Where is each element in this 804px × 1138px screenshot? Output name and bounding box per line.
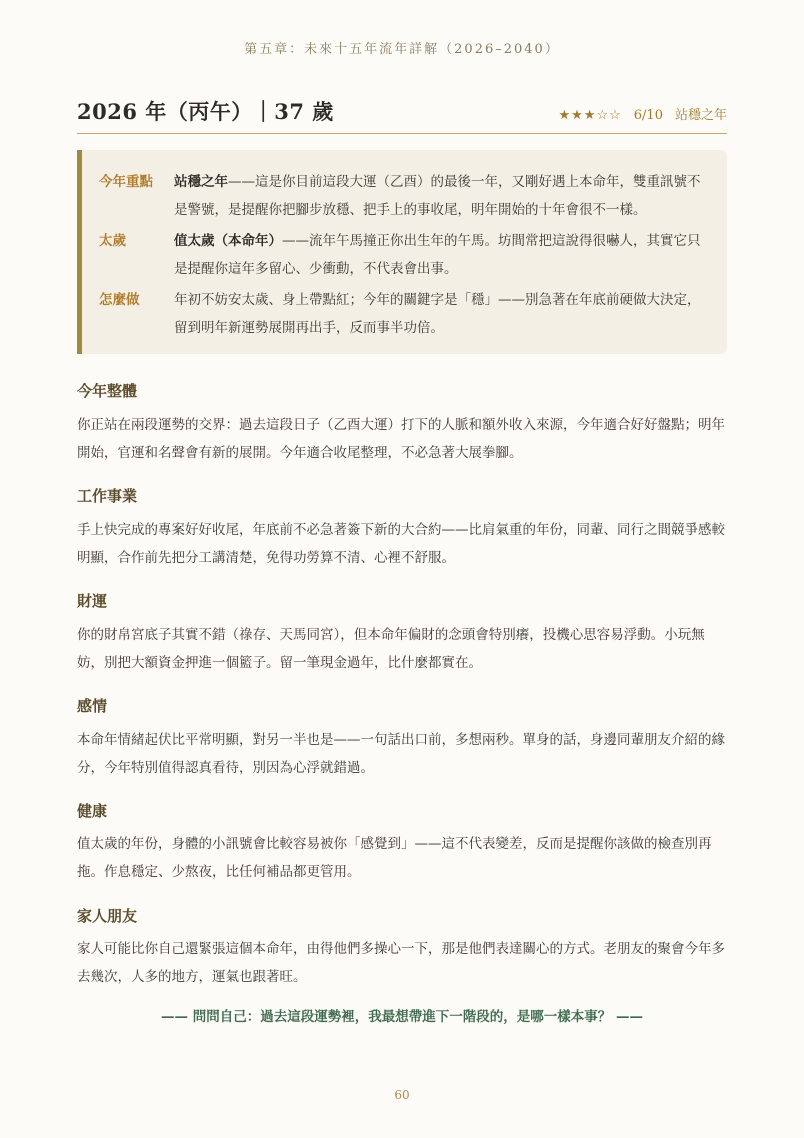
section-body-health: 值太歲的年份，身體的小訊號會比較容易被你「感覺到」——這不代表變差，反而是提醒你該做的檢查別再拖。作息穩定、少熬夜，比任何補品都更管用。 xyxy=(77,836,712,880)
section-body-wealth: 你的財帛宮底子其實不錯（祿存、天馬同宮），但本命年偏財的念頭會特別癢，投機心思容易浮動。小玩無妨，別把大額資金押進一個籃子。留一筆現金過年，比什麼都實在。 xyxy=(77,627,705,671)
closing-reflection: —— 問問自己：過去這段運勢裡，我最想帶進下一階段的，是哪一樣本事？ —— xyxy=(161,1009,643,1025)
summary-row-focus xyxy=(99,168,705,224)
summary-row-advice xyxy=(99,286,705,342)
section-title-wealth: 財運 xyxy=(77,592,108,610)
summary-label: 太歲 xyxy=(99,233,126,249)
rating-stars: ★★★☆☆ xyxy=(558,108,622,123)
year-summary-box xyxy=(77,150,727,354)
page-number: 60 xyxy=(394,1088,410,1102)
section-title-overall: 今年整體 xyxy=(77,382,138,400)
summary-emphasis: 值太歲（本命年） xyxy=(174,233,282,249)
year-rating xyxy=(559,104,728,123)
chapter-title: 第五章：未來十五年流年詳解（2026–2040） xyxy=(244,42,560,57)
section-title-career: 工作事業 xyxy=(77,487,138,505)
summary-detail: ——這是你目前這段大運（乙酉）的最後一年，又剛好遇上本命年，雙重訊號不是警號，是提醒你把腳步放穩、把手上的事收尾，明年開始的十年會很不一樣。 xyxy=(174,174,701,218)
year-title: 2026 年（丙午）｜37 歲 xyxy=(77,99,334,124)
rating-score: 6/10 xyxy=(633,108,663,123)
summary-text xyxy=(174,227,705,283)
summary-row-taisui xyxy=(99,227,705,283)
section-body-career: 手上快完成的專案好好收尾，年底前不必急著簽下新的大合約——比肩氣重的年份，同輩、同行之間競爭感較明顯，合作前先把分工講清楚，免得功勞算不清、心裡不舒服。 xyxy=(77,522,725,566)
summary-text xyxy=(174,168,705,224)
summary-emphasis: 站穩之年 xyxy=(174,174,228,190)
summary-label: 今年重點 xyxy=(99,174,153,190)
section-body-family: 家人可能比你自己還緊張這個本命年，由得他們多操心一下，那是他們表達關心的方式。老朋友的聚會今年多去幾次，人多的地方，運氣也跟著旺。 xyxy=(77,941,725,985)
section-body-relationship: 本命年情緒起伏比平常明顯，對另一半也是——一句話出口前，多想兩秒。單身的話，身邊同輩朋友介紹的緣分，今年特別值得認真看待，別因為心浮就錯過。 xyxy=(77,732,725,776)
section-title-family: 家人朋友 xyxy=(77,907,138,925)
summary-detail: 年初不妨安太歲、身上帶點紅；今年的關鍵字是「穩」——別急著在年底前硬做大決定，留到明年新運勢展開再出手，反而事半功倍。 xyxy=(174,292,701,336)
rating-label: 站穩之年 xyxy=(674,108,727,123)
summary-text xyxy=(174,286,705,342)
section-title-relationship: 感情 xyxy=(77,697,108,715)
header-divider xyxy=(77,133,727,134)
summary-detail: ——流年午馬撞正你出生年的午馬。坊間常把這說得很嚇人，其實它只是提醒你這年多留心、少衝動，不代表會出事。 xyxy=(174,233,701,277)
summary-label: 怎麼做 xyxy=(99,292,140,308)
section-title-health: 健康 xyxy=(77,802,108,820)
year-header xyxy=(77,96,727,126)
section-body-overall: 你正站在兩段運勢的交界：過去這段日子（乙酉大運）打下的人脈和額外收入來源，今年適合好好盤點；明年開始，官運和名聲會有新的展開。今年適合收尾整理，不必急著大展拳腳。 xyxy=(77,417,725,461)
